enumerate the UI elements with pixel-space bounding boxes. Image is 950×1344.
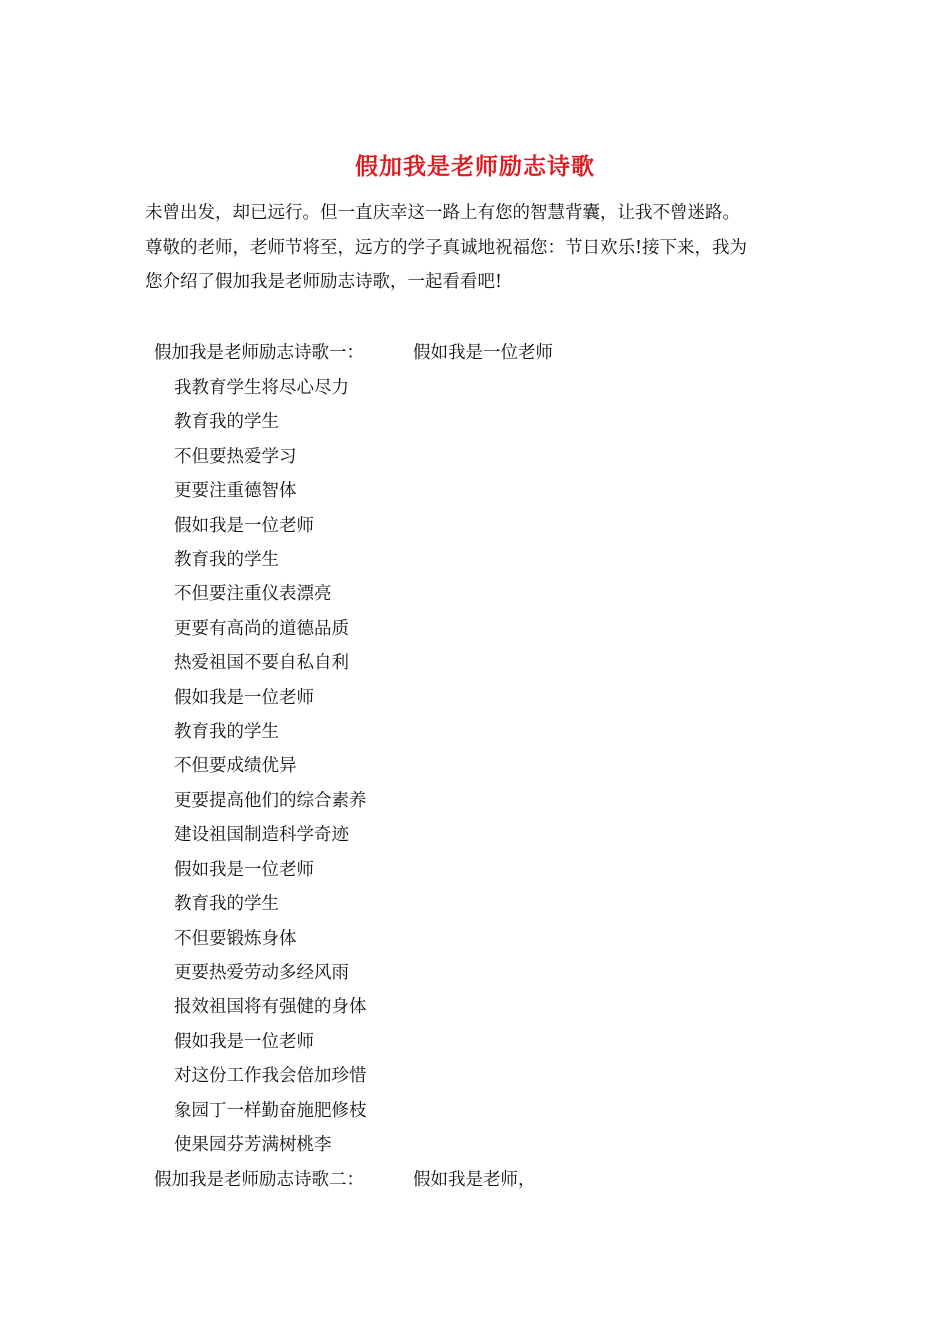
intro-paragraph bbox=[145, 196, 815, 300]
poem-line: 更要提高他们的综合素养 bbox=[174, 790, 367, 811]
poem-line: 不但要锻炼身体 bbox=[174, 928, 297, 949]
poem-line: 假如我是一位老师 bbox=[174, 515, 314, 536]
poem-line: 教育我的学生 bbox=[174, 894, 279, 915]
poem-line: 使果园芬芳满树桃李 bbox=[174, 1134, 332, 1155]
section-2-first-line: 假如我是老师， bbox=[413, 1170, 536, 1190]
intro-line: 您介绍了假加我是老师励志诗歌，一起看看吧! bbox=[145, 272, 503, 292]
poem-line: 报效祖国将有强健的身体 bbox=[174, 997, 367, 1018]
poem-line: 教育我的学生 bbox=[174, 412, 279, 433]
poem-lines bbox=[174, 371, 367, 1162]
poem-line: 不但要注重仪表漂亮 bbox=[174, 584, 332, 605]
intro-line: 未曾出发，却已远行。但一直庆幸这一路上有您的智慧背囊，让我不曾迷路。 bbox=[145, 203, 740, 223]
poem-line: 假如我是一位老师 bbox=[174, 687, 314, 708]
poem-line: 假如我是一位老师 bbox=[174, 859, 314, 880]
poem-line: 教育我的学生 bbox=[174, 722, 279, 743]
poem-line: 不但要热爱学习 bbox=[174, 446, 297, 467]
poem-line: 热爱祖国不要自私自利 bbox=[174, 653, 349, 674]
section-1-heading bbox=[154, 336, 553, 371]
document-title: 假加我是老师励志诗歌 bbox=[355, 153, 595, 180]
poem-line: 假如我是一位老师 bbox=[174, 1031, 314, 1052]
section-1-first-line: 假如我是一位老师 bbox=[413, 343, 553, 363]
section-1-label: 假加我是老师励志诗歌一： bbox=[154, 343, 364, 363]
poem-line: 象园丁一样勤奋施肥修枝 bbox=[174, 1100, 367, 1121]
poem-line: 教育我的学生 bbox=[174, 550, 279, 571]
poem-line: 更要有高尚的道德品质 bbox=[174, 618, 349, 639]
poem-line: 我教育学生将尽心尽力 bbox=[174, 378, 349, 398]
intro-line: 尊敬的老师，老师节将至，远方的学子真诚地祝福您：节日欢乐!接下来，我为 bbox=[145, 237, 748, 258]
poem-line: 建设祖国制造科学奇迹 bbox=[174, 825, 349, 846]
poem-line: 更要热爱劳动多经风雨 bbox=[174, 962, 349, 983]
poem-line: 更要注重德智体 bbox=[174, 481, 297, 502]
section-2-heading bbox=[154, 1163, 536, 1198]
poem-line: 对这份工作我会倍加珍惜 bbox=[174, 1066, 367, 1087]
poem-line: 不但要成绩优异 bbox=[174, 756, 297, 777]
section-2-label: 假加我是老师励志诗歌二： bbox=[154, 1170, 364, 1190]
